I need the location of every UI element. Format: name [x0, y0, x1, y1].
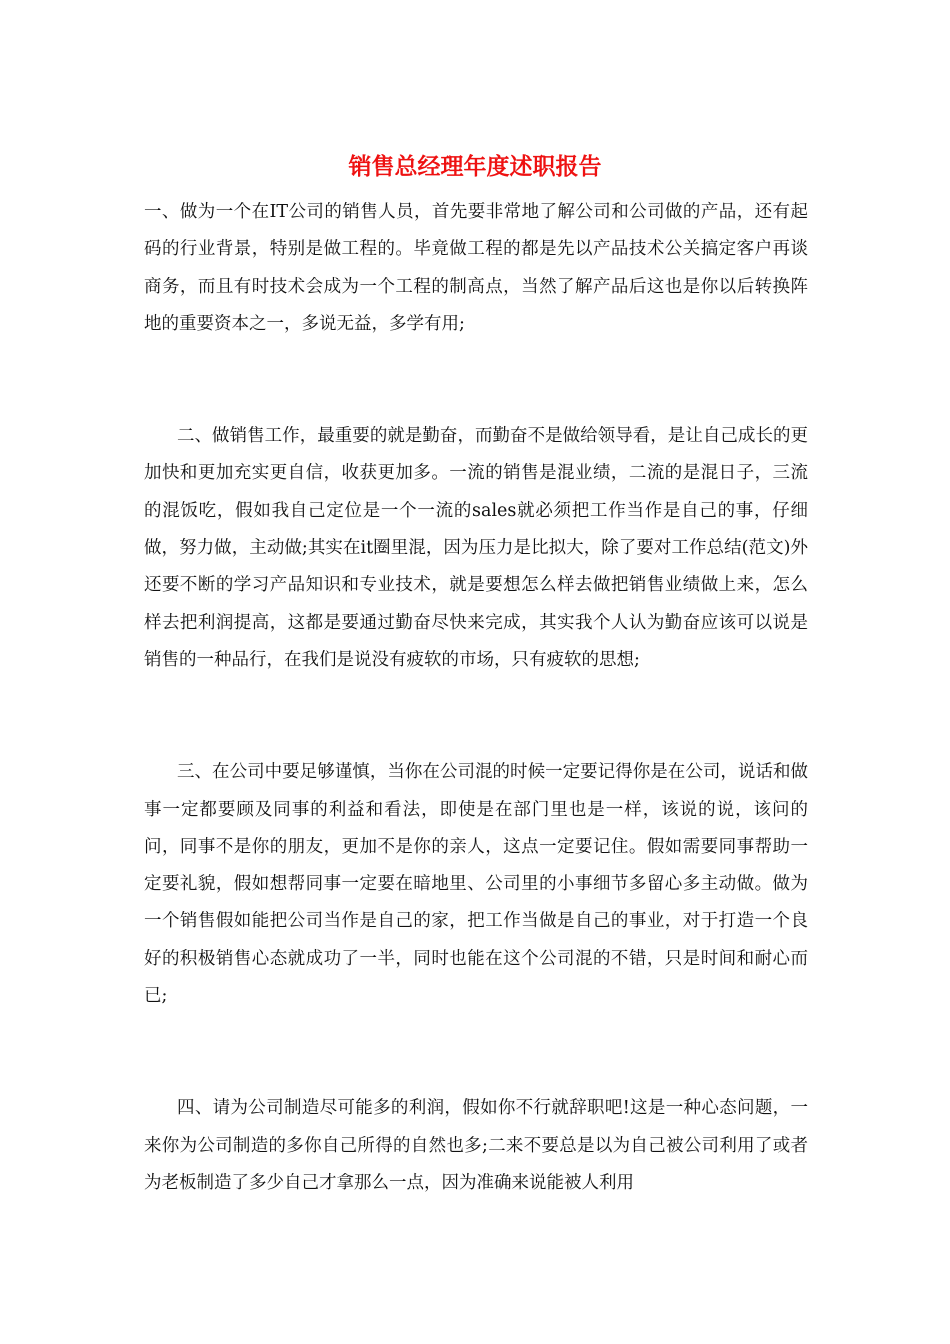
- document-body: [144, 194, 808, 1202]
- paragraph-1: 一、做为一个在IT公司的销售人员，首先要非常地了解公司和公司做的产品，还有起码的行业背景，特别是做工程的。毕竟做工程的都是先以产品技术公关搞定客户再谈商务，而且有时技术会成为一个工程的制高点，当然了解产品后这也是你以后转换阵地的重要资本之一，多说无益，多学有用;: [144, 202, 808, 334]
- paragraph-2: 二、做销售工作，最重要的就是勤奋，而勤奋不是做给领导看，是让自己成长的更加快和更加充实更自信，收获更加多。一流的销售是混业绩，二流的是混日子，三流的混饭吃，假如我自己定位是一个一流的sales就必须把工作当作是自己的事，仔细做，努力做，主动做;其实在it圈里混，因为压力是比拟大，除了要对工作总结(范文)外还要不断的学习产品知识和专业技术，就是要想怎么样去做把销售业绩做上来，怎么样去把利润提高，这都是要通过勤奋尽快来完成，其实我个人认为勤奋应该可以说是销售的一种品行，在我们是说没有疲软的市场，只有疲软的思想;: [144, 426, 808, 670]
- paragraph-4: 四、请为公司制造尽可能多的利润，假如你不行就辞职吧!这是一种心态问题，一来你为公司制造的多你自己所得的自然也多;二来不要总是以为自己被公司利用了或者为老板制造了多少自己才拿那么一点，因为准确来说能被人利用: [144, 1098, 808, 1193]
- paragraph-3: 三、在公司中要足够谨慎，当你在公司混的时候一定要记得你是在公司，说话和做事一定都要顾及同事的利益和看法，即使是在部门里也是一样，该说的说，该问的问，同事不是你的朋友，更加不是你的亲人，这点一定要记住。假如需要同事帮助一定要礼貌，假如想帮同事一定要在暗地里、公司里的小事细节多留心多主动做。做为一个销售假如能把公司当作是自己的家，把工作当做是自己的事业，对于打造一个良好的积极销售心态就成功了一半，同时也能在这个公司混的不错，只是时间和耐心而已;: [144, 762, 808, 1007]
- document-title: 销售总经理年度述职报告: [348, 154, 602, 180]
- paragraph-spacer: [144, 343, 808, 418]
- paragraph-spacer: [144, 679, 808, 754]
- paragraph-spacer: [144, 1015, 808, 1090]
